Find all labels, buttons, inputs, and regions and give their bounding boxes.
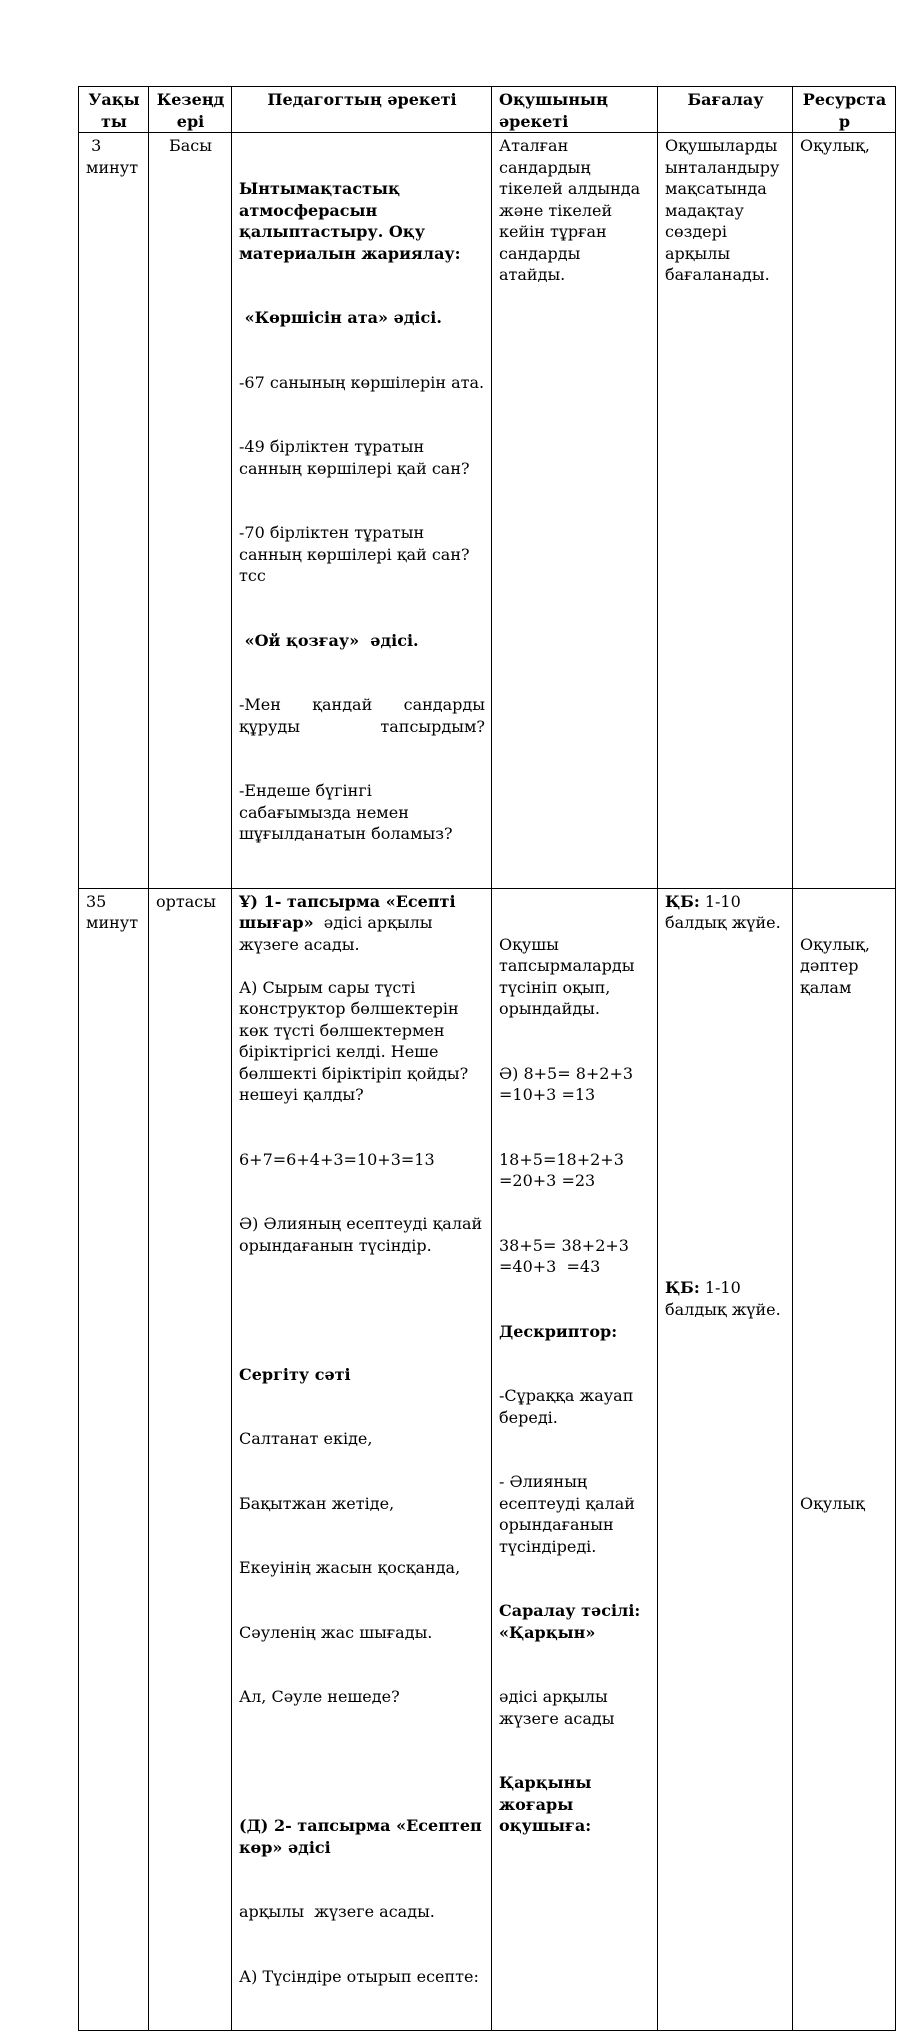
descriptor-line: -Сұраққа жауап береді.	[499, 1386, 639, 1427]
header-resources: Ресурстар	[793, 87, 896, 133]
assessment-label: ҚБ:	[665, 1278, 700, 1297]
spacer	[665, 955, 786, 1277]
warmup-line: Бақытжан жетіде,	[239, 1493, 395, 1513]
descriptor-title: Дескриптор:	[499, 1321, 618, 1341]
fast-learner-title: Қарқыны жоғары оқушыға:	[499, 1773, 597, 1835]
row2-student-action	[492, 888, 658, 2031]
header-teacher-action: Педагогтың әрекеті	[232, 87, 492, 133]
assessment-label: ҚБ:	[665, 891, 700, 911]
descriptor-line: - Әлияның есептеуді қалай орындағанын түсіндіреді.	[499, 1472, 641, 1556]
task1-title: Ұ) 1- тапсырма «Есепті шығар»	[239, 891, 462, 932]
student-line: Оқушы тапсырмаларды түсініп оқып, орындайды.	[499, 934, 640, 1018]
warmup-line: Сәуленің жас шығады.	[239, 1622, 433, 1642]
spacer	[239, 1751, 485, 1773]
warmup-line: Салтанат екіде,	[239, 1429, 373, 1448]
row1-question: -67 санының көршілерін ата.	[239, 372, 485, 392]
header-student-action: Оқушының әрекеті	[492, 87, 658, 133]
assessment-text: 1-10 балдық жүйе.	[665, 1278, 781, 1319]
header-assessment: Бағалау	[658, 87, 793, 133]
table-row-middle	[79, 888, 896, 2031]
resources-bottom: Оқулық	[800, 1494, 865, 1513]
assessment-text: 1-10 балдық жүйе.	[665, 891, 781, 932]
row1-question: -Мен қандай сандарды құруды тапсырдым?	[239, 695, 491, 736]
row1-method-neighbors: «Көршісін ата» әдісі.	[239, 308, 442, 327]
task1-line: Ә) Әлияның есептеуді қалай орындағанын түсіндір.	[239, 1214, 488, 1255]
row2-stage: ортасы	[149, 888, 232, 2031]
row1-method-brainstorm: «Ой қозғау» әдісі.	[239, 630, 419, 650]
task1-line: А) Сырым сары түсті конструктор бөлшектерін көк түсті бөлшектермен біріктіргісі келді. Неше бөлшекті біріктіріп қойды? нешеуі қалды?	[239, 977, 474, 1104]
row1-question: -Ендеше бүгінгі сабағымызда немен шұғылданатын боламыз?	[239, 781, 453, 843]
row1-teacher-heading: Ынтымақтастық атмосферасын қалыптастыру. Оқу материалын жариялау:	[239, 179, 461, 263]
row2-resources	[793, 888, 896, 2031]
warmup-title: Сергіту сәті	[239, 1364, 351, 1384]
row1-question: -49 бірліктен тұратын санның көршілері қай сан?	[239, 437, 470, 478]
row1-assessment: Оқушыларды ынталандыру мақсатында мадақтау сөздері арқылы бағаланады.	[658, 133, 793, 889]
row1-stage: Басы	[149, 133, 232, 889]
row1-student-action: Аталған сандардың тікелей алдында және тікелей кейін тұрған сандарды атайды.	[492, 133, 658, 889]
header-row	[79, 87, 896, 133]
task1-suffix: әдісі арқылы жүзеге асады.	[239, 913, 443, 954]
differentiation-title: Саралау тәсілі: «Қарқын»	[499, 1601, 646, 1642]
header-stages: Кезеңдері	[149, 87, 232, 133]
spacer	[239, 1299, 485, 1321]
student-line: 38+5= 38+2+3 =40+3 =43	[499, 1235, 635, 1276]
task2-line: А) Түсіндіре отырып есепте:	[239, 1966, 479, 1986]
row1-question: -70 бірліктен тұратын санның көршілері қай сан? тсс	[239, 523, 475, 585]
student-line: Ә) 8+5= 8+2+3 =10+3 =13	[499, 1063, 639, 1104]
resources-top: Оқулық, дәптер қалам	[800, 934, 875, 997]
spacer	[800, 1041, 889, 1450]
differentiation-line: әдісі арқылы жүзеге асады	[499, 1687, 615, 1728]
task1-line: 6+7=6+4+3=10+3=13	[239, 1149, 435, 1169]
row2-assessment	[658, 888, 793, 2031]
task2-line: арқылы жүзеге асады.	[239, 1902, 435, 1921]
table-row-start	[79, 133, 896, 889]
row1-resources: Оқулық,	[793, 133, 896, 889]
row1-teacher-action	[232, 133, 492, 889]
warmup-line: Ал, Сәуле нешеде?	[239, 1687, 400, 1706]
row2-teacher-action	[232, 888, 492, 2031]
row2-time: 35 минут	[79, 888, 149, 2031]
warmup-line: Екеуінің жасын қосқанда,	[239, 1558, 461, 1577]
student-line: 18+5=18+2+3 =20+3 =23	[499, 1149, 629, 1190]
header-time: Уақыты	[79, 87, 149, 133]
lesson-plan-table	[78, 86, 896, 2031]
row1-time: 3 минут	[79, 133, 149, 889]
task2-title: (Д) 2- тапсырма «Есептеп көр» әдісі	[239, 1816, 488, 1857]
